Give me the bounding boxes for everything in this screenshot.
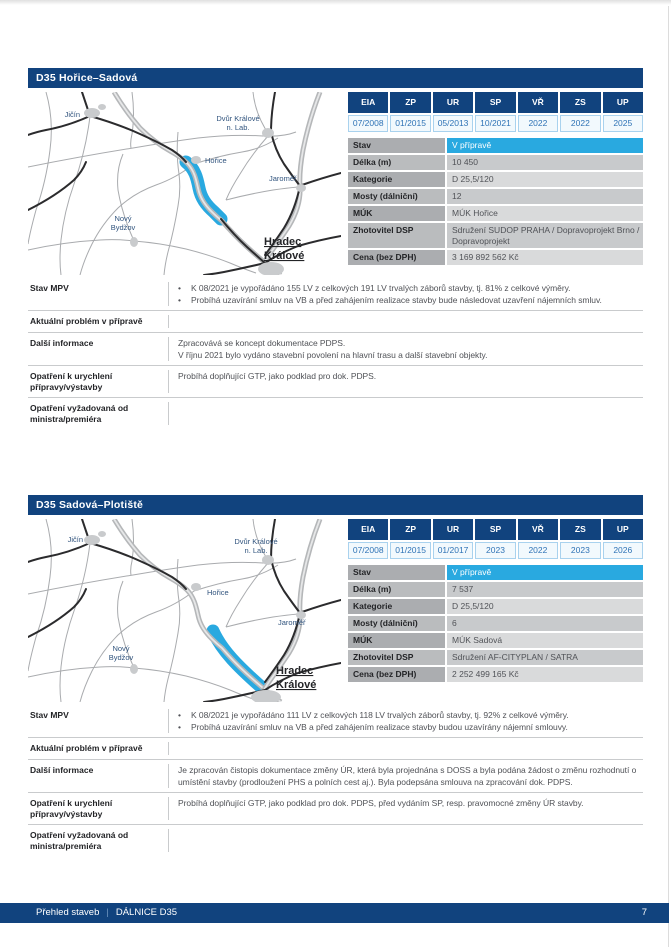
detail-label: Kategorie — [348, 172, 445, 187]
milestone-header: SP — [475, 519, 515, 540]
milestone-value: 01/2017 — [433, 542, 473, 559]
info-rows — [28, 705, 643, 856]
detail-value: 2 252 499 165 Kč — [447, 667, 643, 682]
bullet-icon: • — [178, 710, 181, 720]
page-footer — [0, 903, 669, 923]
section-title: D35 Sadová–Plotiště — [28, 495, 643, 515]
status-badge: V přípravě — [447, 565, 643, 580]
detail-label: Stav — [348, 565, 445, 580]
detail-label: Zhotovitel DSP — [348, 650, 445, 665]
detail-label: Mosty (dálniční) — [348, 189, 445, 204]
milestone-value: 2022 — [518, 115, 558, 132]
map-label-bydzov-1: Nový — [112, 644, 130, 653]
map-label-jicin: Jičín — [67, 535, 83, 544]
milestone-value: 10/2021 — [475, 115, 515, 132]
milestone-value: 2022 — [560, 115, 600, 132]
info-row-value — [168, 742, 643, 755]
milestone-table — [348, 519, 643, 559]
section-title: D35 Hořice–Sadová — [28, 68, 643, 88]
info-row-opatreni-ministr — [28, 824, 643, 856]
info-row-stav-mpv — [28, 705, 643, 737]
map-label-dvur-1: Dvůr Králové — [216, 114, 260, 123]
detail-value: 10 450 — [447, 155, 643, 170]
milestone-header: ZS — [560, 92, 600, 113]
milestone-value: 05/2013 — [433, 115, 473, 132]
info-row-label: Stav MPV — [30, 283, 69, 293]
info-line: Je zpracován čistopis dokumentace změny ÚR, která byla projednána s DOSS a byla podána žádost o změnu rozhodnutí o umístění stavby (prodloužení PHS a polních cest aj.). Byla podepsána smlouva na zpracování dok. PDPS. — [178, 765, 637, 787]
bullet-text: Probíhá uzavírání smluv na VB a před zahájením realizace stavby bude následovat uzavření nájemních smluv. — [191, 294, 602, 305]
info-row-label: Opatření vyžadovaná od ministra/premiéra — [30, 403, 129, 424]
info-row-stav-mpv — [28, 278, 643, 310]
bullet-text: K 08/2021 je vypořádáno 155 LV z celkových 191 LV trvalých záborů stavby, tj. 81% z celkové výměry. — [191, 283, 571, 293]
detail-label: Stav — [348, 138, 445, 153]
map-label-bydzov-2: Bydžov — [110, 223, 136, 232]
info-row-label: Stav MPV — [30, 710, 69, 720]
milestone-header: ZP — [390, 92, 430, 113]
milestone-value: 2022 — [518, 542, 558, 559]
info-row-value: Probíhá doplňující GTP, jako podklad pro dok. PDPS, před vydáním SP, resp. pravomocné změny ÚR stavby. — [168, 797, 643, 820]
info-row-label: Opatření vyžadovaná od ministra/premiéra — [30, 830, 129, 851]
detail-value: MÚK Hořice — [447, 206, 643, 221]
map-label-horice: Hořice — [205, 156, 227, 165]
milestone-header: VŘ — [518, 92, 558, 113]
info-row-value — [168, 315, 643, 328]
map-label-dvur-1: Dvůr Králové — [234, 537, 278, 546]
map-label-bydzov-1: Nový — [114, 214, 132, 223]
milestone-header: EIA — [348, 92, 388, 113]
info-line: Zpracovává se koncept dokumentace PDPS. — [178, 338, 346, 348]
detail-value: 3 169 892 562 Kč — [447, 250, 643, 265]
info-row-aktualni-problem — [28, 737, 643, 759]
map-label-horice: Hořice — [207, 588, 229, 597]
section-sadova-plotiste — [28, 495, 643, 856]
map-label-jaromer: Jaroměř — [269, 174, 297, 183]
milestone-value: 01/2015 — [390, 542, 430, 559]
info-row-label: Aktuální problém v přípravě — [30, 743, 143, 753]
milestone-header: SP — [475, 92, 515, 113]
detail-value: D 25,5/120 — [447, 599, 643, 614]
info-row-label: Aktuální problém v přípravě — [30, 316, 143, 326]
info-row-dalsi-informace — [28, 332, 643, 365]
milestone-value: 07/2008 — [348, 542, 388, 559]
info-row-value — [168, 829, 643, 852]
footer-separator: | — [106, 907, 109, 918]
info-row-label: Další informace — [30, 765, 94, 775]
map-label-dvur-2: n. Lab. — [226, 123, 250, 132]
footer-document-title: DÁLNICE D35 — [115, 907, 178, 918]
map-label-hradec-2: Králové — [276, 679, 317, 691]
detail-value: Sdružení AF-CITYPLAN / SATRA — [447, 650, 643, 665]
info-row-opatreni-urychleni — [28, 792, 643, 824]
milestone-value: 01/2015 — [390, 115, 430, 132]
info-rows — [28, 278, 643, 429]
info-row-label: Opatření k urychlení přípravy/výstavby — [30, 371, 113, 392]
milestone-header: ZS — [560, 519, 600, 540]
detail-label: Cena (bez DPH) — [348, 667, 445, 682]
detail-label: Zhotovitel DSP — [348, 223, 445, 248]
bullet-text: Probíhá uzavírání smluv na VB a před zahájením realizace stavby budou uzavírány nájemní smlouvy. — [191, 721, 568, 732]
detail-value: 12 — [447, 189, 643, 204]
map-label-jaromer: Jaroměř — [278, 618, 306, 627]
info-row-aktualni-problem — [28, 310, 643, 332]
map-label-dvur-2: n. Lab. — [244, 546, 268, 555]
detail-label: Kategorie — [348, 599, 445, 614]
milestone-header: VŘ — [518, 519, 558, 540]
detail-label: Mosty (dálniční) — [348, 616, 445, 631]
detail-label: Délka (m) — [348, 155, 445, 170]
footer-report-label: Přehled staveb — [36, 907, 100, 918]
map-label-jicin: Jičín — [64, 110, 80, 119]
info-line: V říjnu 2021 bylo vydáno stavební povolení na hlavní trasu a další stavební objekty. — [178, 349, 488, 360]
milestone-header: UR — [433, 92, 473, 113]
bullet-icon: • — [178, 283, 181, 293]
milestone-header: UP — [603, 519, 643, 540]
map-label-hradec-1: Hradec — [264, 236, 302, 248]
milestone-header: UR — [433, 519, 473, 540]
page-right-edge — [668, 6, 669, 947]
map-label-hradec-1: Hradec — [276, 665, 314, 677]
detail-value: 6 — [447, 616, 643, 631]
info-row-value: Probíhá doplňující GTP, jako podklad pro dok. PDPS. — [168, 370, 643, 393]
map-label-hradec-2: Králové — [264, 250, 305, 262]
milestone-header: EIA — [348, 519, 388, 540]
info-row-label: Opatření k urychlení přípravy/výstavby — [30, 798, 113, 819]
bullet-icon: • — [178, 294, 181, 305]
details-table — [348, 565, 643, 682]
milestone-value: 07/2008 — [348, 115, 388, 132]
detail-label: Cena (bez DPH) — [348, 250, 445, 265]
info-row-opatreni-urychleni — [28, 365, 643, 397]
detail-value: 7 537 — [447, 582, 643, 597]
milestone-value: 2023 — [560, 542, 600, 559]
section-horice-sadova — [28, 68, 643, 429]
detail-label: Délka (m) — [348, 582, 445, 597]
details-table — [348, 138, 643, 265]
status-badge: V přípravě — [447, 138, 643, 153]
milestone-table — [348, 92, 643, 132]
route-map-horice-sadova — [28, 92, 341, 275]
info-row-dalsi-informace — [28, 759, 643, 792]
bullet-text: K 08/2021 je vypořádáno 111 LV z celkových 118 LV trvalých záborů stavby, tj. 92% z celkové výměry. — [191, 710, 569, 720]
map-city-labels — [68, 535, 317, 691]
detail-value: D 25,5/120 — [447, 172, 643, 187]
info-row-value — [168, 402, 643, 425]
milestone-header: UP — [603, 92, 643, 113]
route-map-sadova-plotiste — [28, 519, 341, 702]
detail-value: Sdružení SUDOP PRAHA / Dopravoprojekt Brno / Dopravoprojekt — [447, 223, 643, 248]
info-row-label: Další informace — [30, 338, 94, 348]
page-number: 7 — [641, 907, 647, 918]
milestone-header: ZP — [390, 519, 430, 540]
map-label-bydzov-2: Bydžov — [108, 653, 134, 662]
milestone-value: 2025 — [603, 115, 643, 132]
bullet-icon: • — [178, 721, 181, 732]
detail-label: MÚK — [348, 633, 445, 648]
milestone-value: 2026 — [603, 542, 643, 559]
milestone-value: 2023 — [475, 542, 515, 559]
detail-value: MÚK Sadová — [447, 633, 643, 648]
page-top-edge — [0, 0, 671, 5]
info-row-opatreni-ministr — [28, 397, 643, 429]
detail-label: MÚK — [348, 206, 445, 221]
